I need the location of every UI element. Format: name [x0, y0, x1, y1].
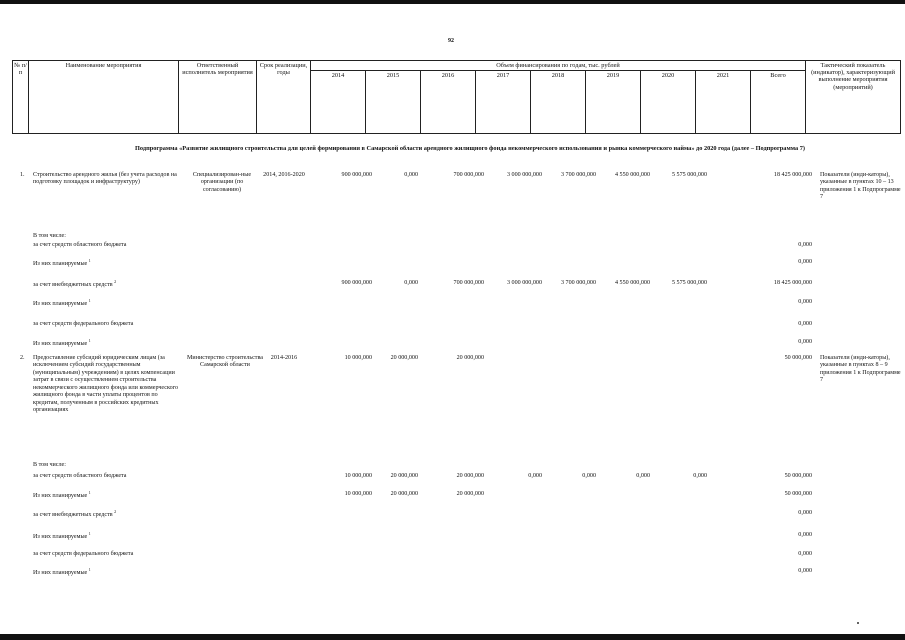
- header-num: № п/п: [13, 61, 29, 134]
- funding-value: 10 000,000: [344, 355, 372, 361]
- item-name: Строительство арендного жилья (без учета расходов на подготовку площадок и инфраструктуру): [33, 172, 177, 186]
- funding-value: 900 000,000: [341, 172, 372, 178]
- source-row-value: 0,000: [798, 532, 812, 538]
- source-row-value: 0,000: [798, 299, 812, 305]
- funding-value: 50 000,000: [784, 355, 812, 361]
- source-row-value: 0,000: [798, 568, 812, 574]
- header-year: 2017: [476, 71, 531, 134]
- footnote-mark: 1: [88, 338, 91, 343]
- source-row-value: 20 000,000: [390, 491, 418, 497]
- source-label-text: за счет средств областного бюджета: [33, 473, 127, 479]
- source-label-text: Из них планируемые: [33, 534, 88, 541]
- source-row-value: 20 000,000: [456, 473, 484, 479]
- scan-speck: [857, 622, 859, 624]
- source-row-value: 0,000: [798, 339, 812, 345]
- source-label-text: за счет средств федерального бюджета: [33, 551, 134, 557]
- source-label-text: Из них планируемые: [33, 341, 88, 348]
- item-term: 2014-2016: [270, 355, 298, 361]
- item-executor: Специализирован-ные организации (по согласованию): [192, 172, 252, 193]
- funding-value: 18 425 000,000: [773, 172, 812, 178]
- funding-value: 4 550 000,000: [614, 172, 650, 178]
- header-year: 2020: [641, 71, 696, 134]
- funding-value: 20 000,000: [456, 355, 484, 361]
- footnote-mark: 2: [114, 509, 117, 514]
- source-row-label: [33, 299, 91, 308]
- source-row-value: 0,000: [798, 259, 812, 265]
- source-row-value: 0,000: [798, 510, 812, 516]
- source-row-value: 900 000,000: [341, 280, 372, 286]
- source-row-value: 0,000: [693, 473, 707, 479]
- source-row-label: [33, 568, 91, 577]
- source-label-text: за счет средств федерального бюджета: [33, 321, 134, 327]
- header-year: 2018: [531, 71, 586, 134]
- funding-value: 0,000: [404, 172, 418, 178]
- source-label-text: Из них планируемые: [33, 301, 88, 308]
- header-indicator: Тактический показатель (индикатор), характеризующий выполнение мероприятия (мероприятий): [806, 61, 901, 134]
- page-number: 92: [448, 38, 454, 44]
- header-year: 2015: [366, 71, 421, 134]
- footnote-mark: 1: [88, 567, 91, 572]
- source-row-value: 20 000,000: [390, 473, 418, 479]
- item-number: 1.: [20, 172, 25, 178]
- source-row-label: [33, 532, 91, 541]
- scan-top-border: [0, 0, 905, 4]
- source-row-value: 0,000: [404, 280, 418, 286]
- incl-label: В том числе:: [33, 462, 66, 468]
- source-label-text: за счет внебюджетных средств: [33, 282, 113, 289]
- header-executor: Ответственный исполнитель мероприятия: [179, 61, 257, 134]
- source-row-value: 0,000: [582, 473, 596, 479]
- source-row-value: 3 700 000,000: [560, 280, 596, 286]
- header-funding: Объем финансирования по годам, тыс. рублей: [311, 61, 806, 71]
- source-row-label: [33, 321, 133, 328]
- header-term: Срок реализации, годы: [257, 61, 311, 134]
- header-table: [12, 60, 901, 134]
- footnote-mark: 1: [88, 490, 91, 495]
- footnote-mark: 1: [88, 258, 91, 263]
- source-row-value: 20 000,000: [456, 491, 484, 497]
- source-row-label: [33, 491, 91, 500]
- header-year: 2016: [421, 71, 476, 134]
- funding-value: 5 575 000,000: [671, 172, 707, 178]
- funding-value: 700 000,000: [453, 172, 484, 178]
- funding-value: 3 000 000,000: [506, 172, 542, 178]
- source-row-label: [33, 339, 91, 348]
- header-year: 2014: [311, 71, 366, 134]
- source-label-text: за счет внебюджетных средств: [33, 512, 113, 519]
- source-row-value: 5 575 000,000: [671, 280, 707, 286]
- header-name: Наименование мероприятия: [29, 61, 179, 134]
- source-row-value: 50 000,000: [784, 473, 812, 479]
- source-row-value: 0,000: [528, 473, 542, 479]
- source-row-value: 50 000,000: [784, 491, 812, 497]
- source-row-value: 10 000,000: [344, 491, 372, 497]
- subprogram-title: Подпрограмма «Развитие жилищного строительства для целей формирования в Самарской области арендного жилищного фонда некоммерческого использования и рынка коммерческого найма» до 2020 года (далее – Подпрограмма 7): [135, 145, 805, 152]
- item-executor: Министерство строительства Самарской области: [187, 355, 263, 369]
- source-row-label: [33, 259, 91, 268]
- footnote-mark: 2: [114, 279, 117, 284]
- source-row-value: 3 000 000,000: [506, 280, 542, 286]
- funding-value: 3 700 000,000: [560, 172, 596, 178]
- source-row-value: 0,000: [636, 473, 650, 479]
- item-indicator: Показатели (инди-каторы), указанные в пунктах 10 – 13 приложения 1 к Подпрограмме 7: [820, 172, 901, 201]
- source-row-label: [33, 551, 133, 558]
- source-row-value: 0,000: [798, 242, 812, 248]
- source-label-text: Из них планируемые: [33, 570, 88, 577]
- source-row-value: 4 550 000,000: [614, 280, 650, 286]
- scan-bottom-border: [0, 634, 905, 640]
- source-label-text: за счет средств областного бюджета: [33, 242, 127, 248]
- source-row-label: [33, 510, 116, 519]
- footnote-mark: 1: [88, 298, 91, 303]
- header-year: 2019: [586, 71, 641, 134]
- item-term: 2014, 2016-2020: [263, 172, 305, 178]
- source-row-label: [33, 242, 126, 249]
- item-name: Предоставление субсидий юридическим лицам (за исключением субсидий государственным (муниципальным) учреждениям) в целях компенсации затрат в связи с осуществлением строительства некоммерческого жилищного фонда или коммерческого жилищного фонда в части уплаты процентов по кредитам, полученным в российских кредитных организациях: [33, 355, 179, 413]
- item-number: 2.: [20, 355, 25, 361]
- funding-value: 20 000,000: [390, 355, 418, 361]
- source-row-value: 0,000: [798, 551, 812, 557]
- item-indicator: Показатели (инди-каторы), указанные в пунктах 8 – 9 приложения 1 к Подпрограмме 7: [820, 355, 901, 384]
- source-label-text: Из них планируемые: [33, 261, 88, 268]
- source-row-label: [33, 280, 116, 289]
- source-row-value: 10 000,000: [344, 473, 372, 479]
- footnote-mark: 1: [88, 531, 91, 536]
- incl-label: В том числе:: [33, 233, 66, 239]
- source-row-value: 0,000: [798, 321, 812, 327]
- header-year: 2021: [696, 71, 751, 134]
- source-row-value: 700 000,000: [453, 280, 484, 286]
- source-label-text: Из них планируемые: [33, 493, 88, 500]
- header-total: Всего: [751, 71, 806, 134]
- source-row-label: [33, 473, 126, 480]
- source-row-value: 18 425 000,000: [773, 280, 812, 286]
